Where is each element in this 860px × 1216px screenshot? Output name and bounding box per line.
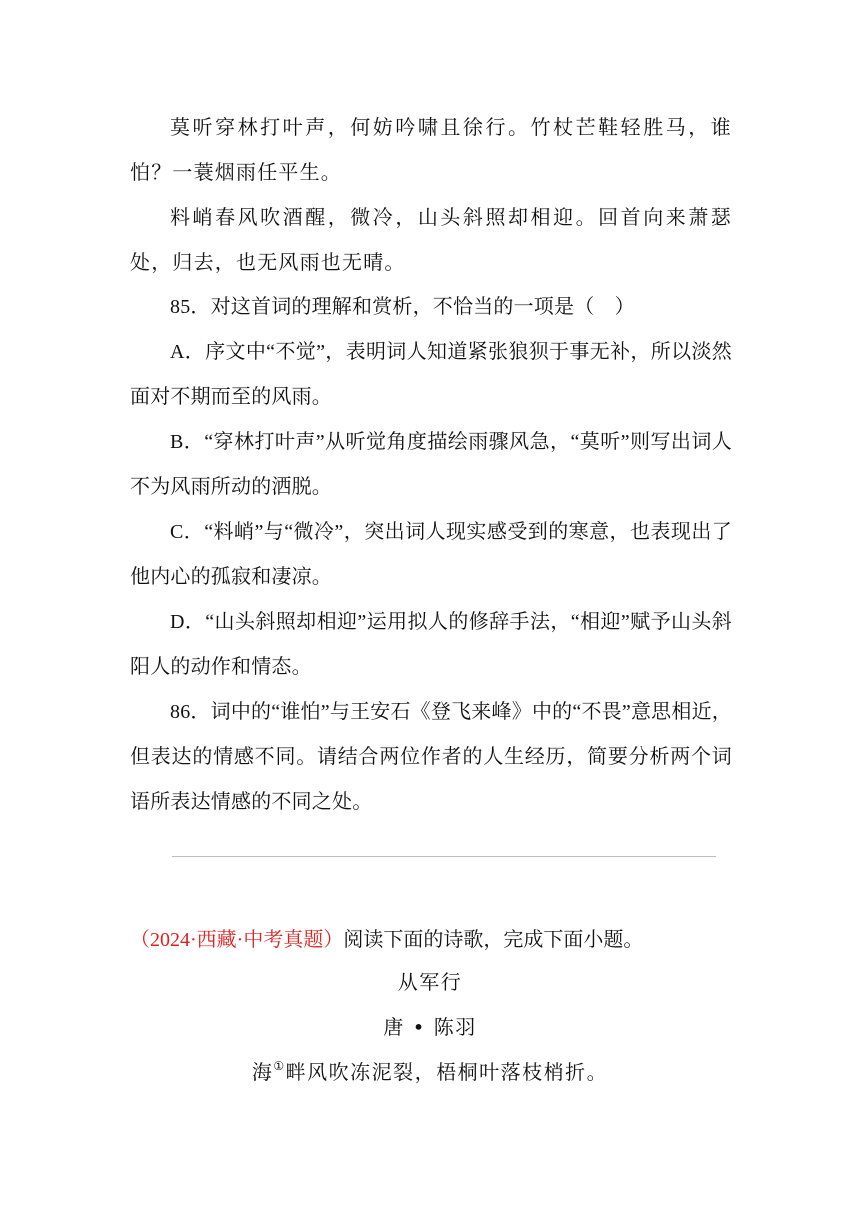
next-section-header bbox=[130, 918, 643, 963]
section-instruction: 阅读下面的诗歌，完成下面小题。 bbox=[343, 929, 644, 951]
poem-author: 唐 • 陈羽 bbox=[383, 1015, 477, 1039]
question-85-stem: 85．对这首词的理解和赏析，不恰当的一项是（ ） bbox=[170, 296, 635, 318]
footnote-marker: ① bbox=[273, 1059, 286, 1073]
poem-title: 从军行 bbox=[397, 970, 463, 994]
poem-line-1-rest: 畔风吹冻泥裂，梧桐叶落枝梢折。 bbox=[285, 1060, 609, 1084]
question-85-option-a: A．序文中“不觉”，表明词人知道紧张狼狈于事无补，所以淡然面对不期而至的风雨。 bbox=[130, 341, 732, 408]
question-85-option-d: D．“山头斜照却相迎”运用拟人的修辞手法，“相迎”赋予山头斜阳人的动作和情态。 bbox=[130, 611, 732, 678]
poem-line-1 bbox=[0, 1050, 860, 1095]
question-86-stem: 86．词中的“谁怕”与王安石《登飞来峰》中的“不畏”意思相近，但表达的情感不同。请结合两位作者的人生经历，简要分析两个词语所表达情感的不同之处。 bbox=[130, 701, 732, 813]
poem-stanza-2: 料峭春风吹酒醒，微冷，山头斜照却相迎。回首向来萧瑟处，归去，也无风雨也无晴。 bbox=[130, 205, 732, 274]
poem-line-1-start: 海 bbox=[251, 1060, 274, 1084]
poem-stanza-1: 莫听穿林打叶声，何妨吟啸且徐行。竹杖芒鞋轻胜马，谁怕？一蓑烟雨任平生。 bbox=[130, 115, 732, 184]
question-85-option-c: C．“料峭”与“微冷”，突出词人现实感受到的寒意，也表现出了他内心的孤寂和凄凉。 bbox=[130, 521, 732, 588]
section-divider bbox=[172, 856, 716, 857]
source-tag: （2024·西藏·中考真题） bbox=[130, 929, 344, 951]
question-85-option-b: B．“穿林打叶声”从听觉角度描绘雨骤风急，“莫听”则写出词人不为风雨所动的洒脱。 bbox=[130, 431, 732, 498]
